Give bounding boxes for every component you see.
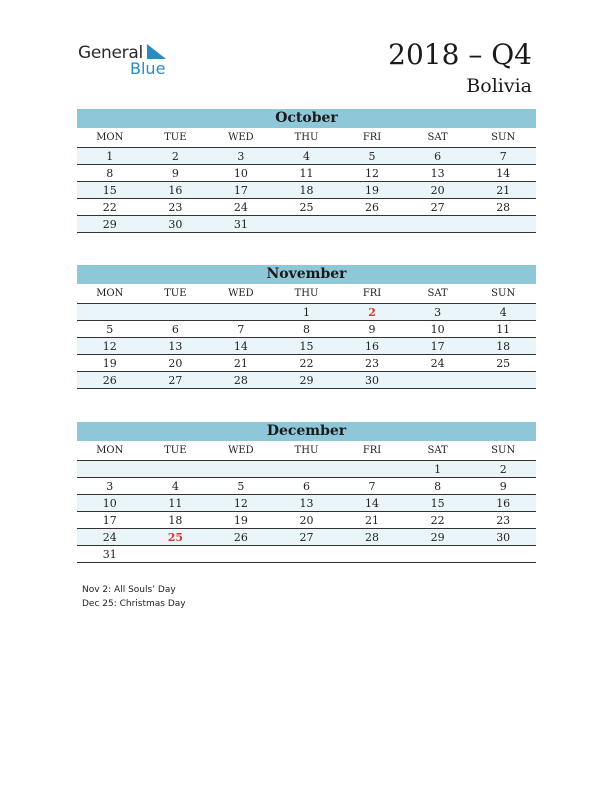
day-cell: 14 xyxy=(208,338,274,355)
day-cell: 21 xyxy=(470,182,536,199)
day-cell: 11 xyxy=(274,165,340,182)
day-cell: 29 xyxy=(405,529,471,546)
day-cell: 14 xyxy=(339,495,405,512)
month-october xyxy=(77,109,536,233)
day-cell: 18 xyxy=(274,182,340,199)
day-cell: 23 xyxy=(143,199,209,216)
day-cell: 2 xyxy=(339,304,405,321)
day-cell: 9 xyxy=(339,321,405,338)
empty-day-cell xyxy=(143,461,209,478)
day-cell: 2 xyxy=(143,148,209,165)
day-cell: 13 xyxy=(274,495,340,512)
week-row xyxy=(77,529,536,546)
day-cell: 3 xyxy=(77,478,143,495)
week-row xyxy=(77,478,536,495)
day-cell: 27 xyxy=(143,372,209,389)
weekday-header: SAT xyxy=(405,284,471,304)
day-cell: 15 xyxy=(77,182,143,199)
month-december xyxy=(77,422,536,563)
empty-day-cell xyxy=(208,461,274,478)
empty-day-cell xyxy=(143,546,209,563)
empty-day-cell xyxy=(405,372,471,389)
day-cell: 26 xyxy=(77,372,143,389)
empty-day-cell xyxy=(274,461,340,478)
day-cell: 16 xyxy=(470,495,536,512)
weekday-header: TUE xyxy=(143,441,209,461)
weekday-header: FRI xyxy=(339,128,405,148)
day-cell: 6 xyxy=(405,148,471,165)
page-title: 2018 – Q4 xyxy=(388,38,532,71)
day-cell: 10 xyxy=(208,165,274,182)
weekday-header: THU xyxy=(274,284,340,304)
weekday-header: SUN xyxy=(470,128,536,148)
week-row xyxy=(77,512,536,529)
empty-day-cell xyxy=(208,304,274,321)
empty-day-cell xyxy=(405,546,471,563)
day-cell: 22 xyxy=(77,199,143,216)
day-cell: 18 xyxy=(143,512,209,529)
day-cell: 29 xyxy=(77,216,143,233)
day-cell: 21 xyxy=(208,355,274,372)
day-cell: 5 xyxy=(77,321,143,338)
empty-day-cell xyxy=(77,461,143,478)
weekday-header: THU xyxy=(274,441,340,461)
month-name: October xyxy=(77,109,536,128)
day-cell: 28 xyxy=(208,372,274,389)
day-cell: 24 xyxy=(208,199,274,216)
empty-day-cell xyxy=(143,304,209,321)
day-cell: 20 xyxy=(143,355,209,372)
day-cell: 6 xyxy=(274,478,340,495)
holiday-note: Nov 2: All Souls’ Day xyxy=(82,585,176,595)
calendar-grid xyxy=(77,284,536,389)
day-cell: 22 xyxy=(274,355,340,372)
day-cell: 16 xyxy=(143,182,209,199)
day-cell: 12 xyxy=(208,495,274,512)
day-cell: 6 xyxy=(143,321,209,338)
day-cell: 24 xyxy=(405,355,471,372)
day-cell: 20 xyxy=(274,512,340,529)
day-cell: 7 xyxy=(208,321,274,338)
week-row xyxy=(77,182,536,199)
day-cell: 7 xyxy=(339,478,405,495)
weekday-header: TUE xyxy=(143,284,209,304)
weekday-header: FRI xyxy=(339,441,405,461)
day-cell: 30 xyxy=(470,529,536,546)
day-cell: 26 xyxy=(339,199,405,216)
logo-text-blue: Blue xyxy=(130,59,166,78)
holiday-note: Dec 25: Christmas Day xyxy=(82,599,186,609)
empty-day-cell xyxy=(274,546,340,563)
day-cell: 20 xyxy=(405,182,471,199)
empty-day-cell xyxy=(470,216,536,233)
day-cell: 22 xyxy=(405,512,471,529)
day-cell: 17 xyxy=(77,512,143,529)
weekday-header: WED xyxy=(208,441,274,461)
empty-day-cell xyxy=(339,546,405,563)
day-cell: 5 xyxy=(208,478,274,495)
day-cell: 11 xyxy=(143,495,209,512)
weekday-header: MON xyxy=(77,128,143,148)
week-row xyxy=(77,338,536,355)
day-cell: 30 xyxy=(339,372,405,389)
general-blue-logo xyxy=(78,40,178,80)
day-cell: 15 xyxy=(405,495,471,512)
day-cell: 4 xyxy=(143,478,209,495)
day-cell: 13 xyxy=(143,338,209,355)
holiday-notes xyxy=(82,583,186,611)
day-cell: 15 xyxy=(274,338,340,355)
weekday-header: SUN xyxy=(470,284,536,304)
day-cell: 10 xyxy=(77,495,143,512)
day-cell: 21 xyxy=(339,512,405,529)
weekday-header: WED xyxy=(208,284,274,304)
day-cell: 8 xyxy=(274,321,340,338)
logo-text-general: General xyxy=(78,43,143,63)
weekday-header: FRI xyxy=(339,284,405,304)
day-cell: 19 xyxy=(208,512,274,529)
week-row xyxy=(77,495,536,512)
day-cell: 4 xyxy=(470,304,536,321)
empty-day-cell xyxy=(470,546,536,563)
day-cell: 31 xyxy=(208,216,274,233)
day-cell: 5 xyxy=(339,148,405,165)
day-cell: 18 xyxy=(470,338,536,355)
week-row xyxy=(77,199,536,216)
week-row xyxy=(77,304,536,321)
day-cell: 25 xyxy=(470,355,536,372)
day-cell: 19 xyxy=(77,355,143,372)
calendar-grid xyxy=(77,128,536,233)
month-name: December xyxy=(77,422,536,441)
week-row xyxy=(77,546,536,563)
day-cell: 1 xyxy=(77,148,143,165)
weekday-header: MON xyxy=(77,441,143,461)
day-cell: 4 xyxy=(274,148,340,165)
empty-day-cell xyxy=(405,216,471,233)
month-november xyxy=(77,265,536,389)
day-cell: 26 xyxy=(208,529,274,546)
day-cell: 16 xyxy=(339,338,405,355)
day-cell: 13 xyxy=(405,165,471,182)
empty-day-cell xyxy=(274,216,340,233)
day-cell: 12 xyxy=(339,165,405,182)
day-cell: 14 xyxy=(470,165,536,182)
day-cell: 9 xyxy=(470,478,536,495)
week-row xyxy=(77,372,536,389)
weekday-header: SAT xyxy=(405,441,471,461)
page-subtitle: Bolivia xyxy=(466,75,532,97)
weekday-header: SAT xyxy=(405,128,471,148)
day-cell: 12 xyxy=(77,338,143,355)
day-cell: 28 xyxy=(339,529,405,546)
weekday-header: WED xyxy=(208,128,274,148)
day-cell: 27 xyxy=(274,529,340,546)
day-cell: 7 xyxy=(470,148,536,165)
day-cell: 31 xyxy=(77,546,143,563)
empty-day-cell xyxy=(339,461,405,478)
day-cell: 3 xyxy=(208,148,274,165)
weekday-header: SUN xyxy=(470,441,536,461)
day-cell: 24 xyxy=(77,529,143,546)
empty-day-cell xyxy=(470,372,536,389)
week-row xyxy=(77,165,536,182)
day-cell: 3 xyxy=(405,304,471,321)
calendar-grid xyxy=(77,441,536,563)
empty-day-cell xyxy=(208,546,274,563)
week-row xyxy=(77,355,536,372)
day-cell: 17 xyxy=(208,182,274,199)
day-cell: 1 xyxy=(405,461,471,478)
day-cell: 17 xyxy=(405,338,471,355)
week-row xyxy=(77,148,536,165)
day-cell: 1 xyxy=(274,304,340,321)
day-cell: 9 xyxy=(143,165,209,182)
day-cell: 2 xyxy=(470,461,536,478)
day-cell: 10 xyxy=(405,321,471,338)
day-cell: 8 xyxy=(77,165,143,182)
day-cell: 19 xyxy=(339,182,405,199)
day-cell: 11 xyxy=(470,321,536,338)
week-row xyxy=(77,216,536,233)
weekday-header: THU xyxy=(274,128,340,148)
day-cell: 8 xyxy=(405,478,471,495)
day-cell: 25 xyxy=(143,529,209,546)
day-cell: 23 xyxy=(470,512,536,529)
day-cell: 25 xyxy=(274,199,340,216)
empty-day-cell xyxy=(339,216,405,233)
weekday-header: TUE xyxy=(143,128,209,148)
day-cell: 28 xyxy=(470,199,536,216)
day-cell: 27 xyxy=(405,199,471,216)
week-row xyxy=(77,461,536,478)
logo-triangle-icon xyxy=(145,44,167,60)
month-name: November xyxy=(77,265,536,284)
day-cell: 30 xyxy=(143,216,209,233)
weekday-header: MON xyxy=(77,284,143,304)
day-cell: 23 xyxy=(339,355,405,372)
day-cell: 29 xyxy=(274,372,340,389)
empty-day-cell xyxy=(77,304,143,321)
week-row xyxy=(77,321,536,338)
